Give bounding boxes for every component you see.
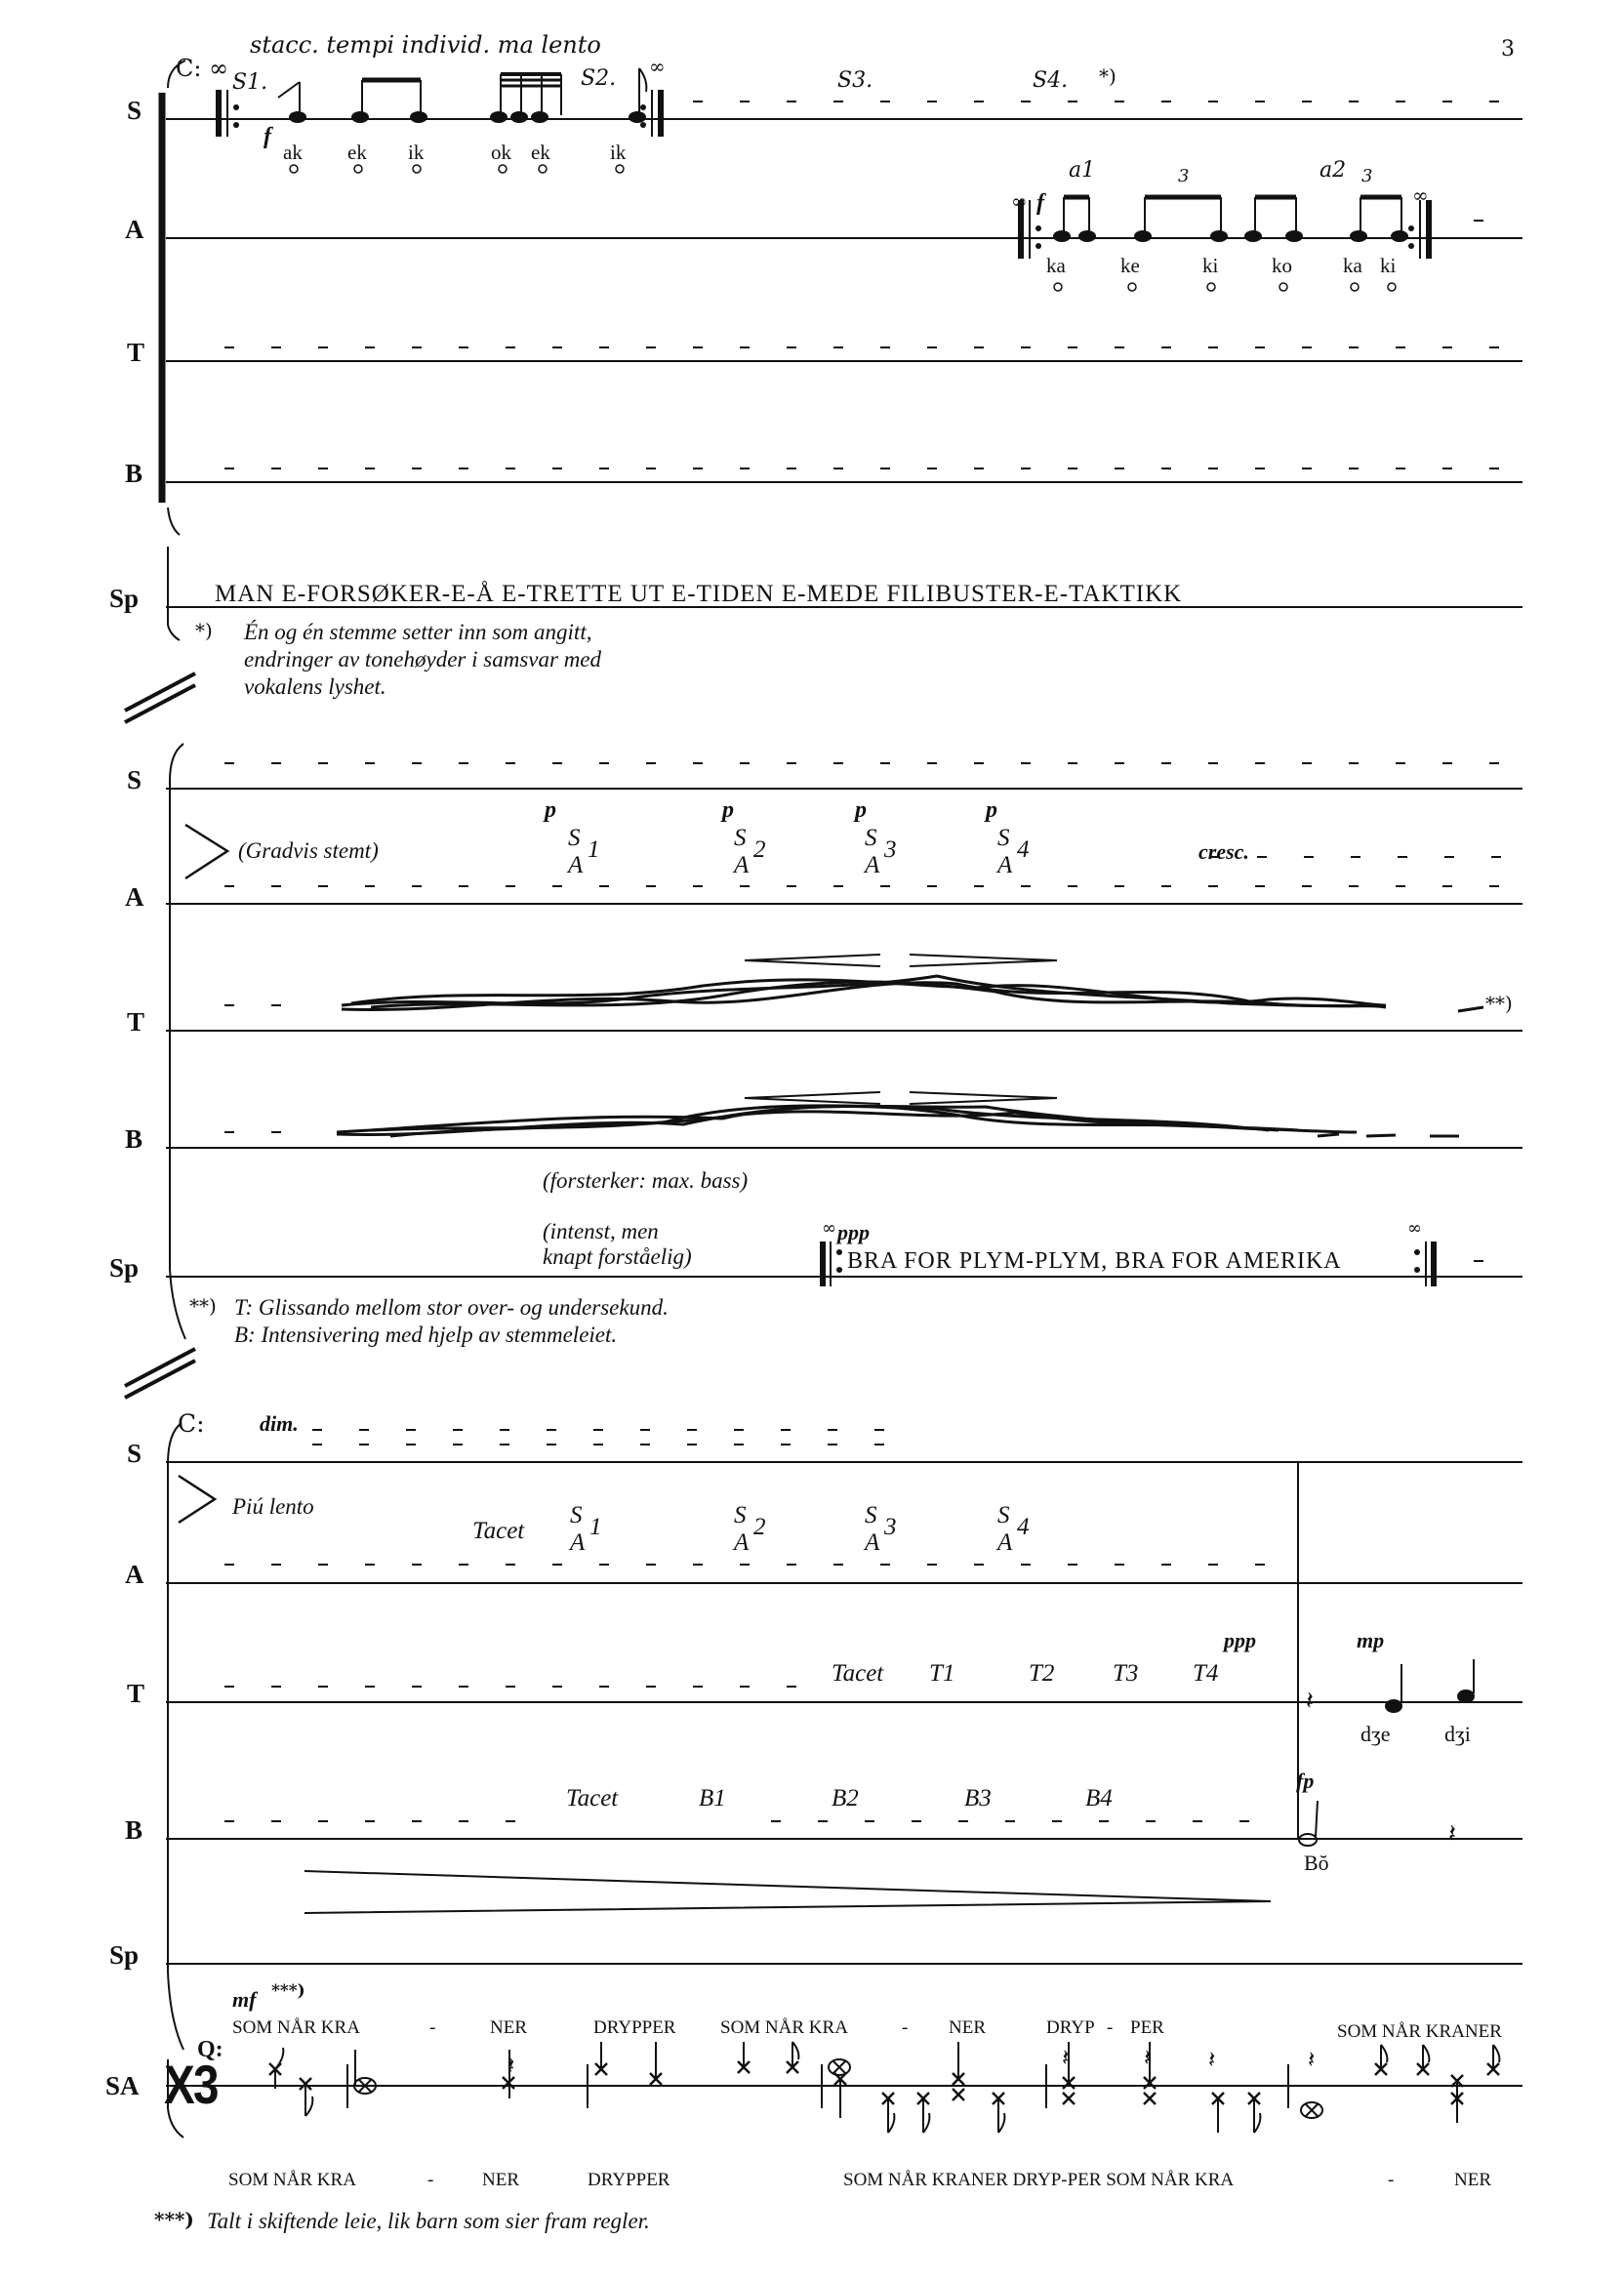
s3-tenor-dyn-mp: mp [1357, 1628, 1385, 1652]
s1-alto-fermata: ∞ [1011, 189, 1028, 213]
sa-upper-l3: DRYPPER [593, 2017, 676, 2038]
s1-alto-syl-ki2: ki [1380, 254, 1397, 277]
s1-alto-group-a1: a1 [1069, 158, 1096, 183]
s3-alto-e2-top: S [734, 1502, 747, 1528]
s3-alto-tacet: Tacet [472, 1518, 525, 1544]
s1-alto-syl-ka2: ka [1343, 254, 1362, 277]
s3-alto-e1-bottom: A [570, 1529, 586, 1556]
s2-entry3-dyn: p [855, 797, 867, 823]
s3-bass-rest: 𝄽 [1448, 1819, 1456, 1849]
s1-footnote-line-3: vokalens lyshet. [244, 674, 386, 699]
s1-alto-dynamic: f [1036, 190, 1044, 216]
s1-clef-mark: C: ∞ [176, 55, 229, 82]
s1-entry-s1: S1. [232, 70, 268, 95]
sa-upper-l0: SOM NÅR KRA [232, 2017, 360, 2038]
sa-upper-l7: DRYP [1046, 2017, 1095, 2038]
s3-alto-e2-bottom: A [734, 1529, 750, 1556]
sa-rest-5: 𝄽 [1308, 2046, 1316, 2073]
s3-brace [168, 1423, 183, 2050]
s1-alto-group-a2: a2 [1320, 158, 1347, 183]
s3-label-T: T [127, 1679, 145, 1708]
sa-upper-l8: - [1107, 2017, 1114, 2038]
bass-glissando [337, 1106, 1357, 1136]
sa-upper-l2: NER [490, 2017, 527, 2038]
s3-bass-b2: B2 [832, 1785, 859, 1812]
s3-footnote-mark: ***) [154, 2208, 194, 2231]
s3-clef-mark: C: [178, 1409, 205, 1438]
s3-tenor-t1: T1 [929, 1660, 955, 1687]
s3-sa-footnote-ref: ***) [271, 1981, 305, 2001]
s1-label-B: B [125, 459, 143, 488]
s1-entry-s4: S4. [1033, 68, 1069, 93]
s1-label-A: A [125, 215, 144, 244]
s3-label-B: B [125, 1815, 143, 1845]
s2-bass-note: (forsterker: max. bass) [543, 1168, 749, 1193]
s1-label-S: S [127, 96, 142, 125]
s3-sa-multiplier: X3 [164, 2054, 218, 2115]
s2-entry2-num: 2 [753, 836, 766, 863]
s1-soprano-dynamic: f [264, 124, 271, 149]
s3-bass-tacet: Tacet [566, 1785, 619, 1812]
s1-sp-brace [168, 547, 180, 640]
sa-upper-l6: NER [949, 2017, 986, 2038]
tenor-glissando [342, 976, 1386, 1009]
s1-footnote-line-2: endringer av tonehøyder i samsvar med [244, 647, 602, 672]
s3-sa-dynamic: mf [232, 1987, 257, 2012]
s1-speaker-text: MAN E-FORSØKER-E-Å E-TRETTE UT E-TIDEN E-MEDE FILIBUSTER-E-TAKTIKK [215, 581, 1183, 607]
s2-label-A: A [125, 882, 144, 912]
s3-alto-e4-top: S [997, 1502, 1010, 1528]
s1-label-Sp: Sp [109, 584, 140, 613]
s3-bass-dyn-fp: fp [1296, 1769, 1315, 1793]
s3-tenor-t4: T4 [1193, 1660, 1219, 1687]
s2-footnote-mark: **) [189, 1294, 217, 1318]
s3-bass-b1: B1 [699, 1785, 726, 1812]
sa-lower-l4: SOM NÅR KRANER DRYP-PER SOM NÅR KRA [843, 2170, 1235, 2190]
s1-alto-syl-ki: ki [1202, 254, 1219, 277]
s1-alto-tuplet-2: 3 [1361, 166, 1373, 186]
sa-rest-3: 𝄽 [1144, 2044, 1152, 2071]
s3-alto-e4-bottom: A [997, 1529, 1013, 1556]
s1-syl-ik: ik [408, 141, 425, 164]
s3-alto-e3-top: S [865, 1502, 877, 1528]
s1-alto-tuplet: 3 [1178, 166, 1190, 186]
s3-bass-b4: B4 [1085, 1785, 1113, 1812]
s3-alto-e1-num: 1 [589, 1514, 602, 1540]
s2-entry1-num: 1 [588, 836, 600, 863]
s2-cresc: cresc. [1198, 839, 1249, 864]
s2-label-S: S [127, 765, 142, 794]
s3-tenor-syl-dze: dʒe [1360, 1722, 1391, 1746]
s2-speaker-text: BRA FOR PLYM-PLYM, BRA FOR AMERIKA [847, 1248, 1342, 1274]
s3-alto-e2-num: 2 [753, 1514, 766, 1540]
sa-rest-4: 𝄽 [1208, 2046, 1216, 2073]
s1-entry-s3: S3. [837, 68, 873, 93]
sa-lower-l0: SOM NÅR KRA [228, 2170, 356, 2190]
sa-lower-l1: - [427, 2170, 434, 2190]
s1-syl-ak: ak [283, 141, 303, 164]
s2-entry4-num: 4 [1017, 836, 1030, 863]
s1-bracket-bottom [168, 508, 180, 535]
s1-label-T: T [127, 338, 145, 367]
s3-alto-e3-bottom: A [865, 1529, 880, 1556]
s3-alto-direction: Piú lento [232, 1494, 314, 1519]
s2-tenor-footnote-ref: **) [1485, 992, 1513, 1015]
s3-bass-syl: Bŏ [1304, 1851, 1329, 1875]
s3-tenor-syl-dzi: dʒi [1444, 1722, 1471, 1746]
s2-entry3-num: 3 [884, 836, 897, 863]
s1-entry-s2: S2. [581, 66, 617, 91]
s1-syl-ok: ok [491, 141, 511, 164]
page-number: 3 [1501, 37, 1515, 61]
s2-entry1-top: S [568, 825, 581, 851]
sa-upper-l10: SOM NÅR KRANER [1337, 2021, 1502, 2042]
s3-tenor-tacet: Tacet [832, 1660, 884, 1687]
s3-alto-e4-num: 4 [1017, 1514, 1030, 1540]
s2-speaker-direction-1: (intenst, men [543, 1219, 659, 1243]
sa-rest-2: 𝄽 [1062, 2044, 1070, 2071]
s2-footnote-line-2: B: Intensivering med hjelp av stemmeleiet. [234, 1323, 618, 1347]
sa-upper-l5: - [902, 2017, 909, 2038]
s1-syl-ek2: ek [531, 141, 550, 164]
s3-dim: dim. [260, 1411, 299, 1436]
s3-tenor-rest: 𝄽 [1306, 1687, 1314, 1716]
s1-syl-ek: ek [347, 141, 367, 164]
s2-entry4-bottom: A [997, 852, 1013, 878]
sa-lower-l6: NER [1454, 2170, 1491, 2190]
sa-upper-l4: SOM NÅR KRA [720, 2017, 848, 2038]
s2-entry2-dyn: p [722, 797, 734, 823]
s3-label-S: S [127, 1439, 142, 1468]
s2-entry4-dyn: p [986, 797, 997, 823]
s2-entry2-top: S [734, 825, 747, 851]
s3-label-SA: SA [105, 2071, 140, 2100]
s1-alto-syl-ko: ko [1272, 254, 1292, 277]
s1-footnote-line-1: Én og én stemme setter inn som angitt, [244, 620, 592, 644]
s2-entry3-top: S [865, 825, 877, 851]
sa-lower-l5: - [1388, 2170, 1395, 2190]
s2-speaker-dynamic: ppp [837, 1220, 870, 1244]
s1-footnote-ref: *) [1099, 64, 1116, 88]
s2-entry3-bottom: A [865, 852, 880, 878]
s3-tenor-t2: T2 [1029, 1660, 1055, 1687]
s2-fermata-end: ∞ [1407, 1218, 1422, 1239]
s2-speaker-direction-2: knapt forståelig) [543, 1244, 692, 1269]
s3-alto-e3-num: 3 [884, 1514, 897, 1540]
s1-alto-fermata-end: ∞ [1412, 183, 1429, 207]
s2-entry1-dyn: p [545, 797, 556, 823]
s2-entry4-top: S [997, 825, 1010, 851]
s1-soprano-fermata: ∞ [649, 55, 666, 78]
s2-brace [170, 744, 185, 1339]
s2-fermata-start: ∞ [822, 1218, 836, 1239]
s3-label-A: A [125, 1560, 144, 1589]
sa-lower-l3: DRYPPER [588, 2170, 670, 2190]
s1-tempo: stacc. tempi individ. ma lento [250, 31, 601, 59]
s2-entry1-bottom: A [568, 852, 584, 878]
sa-upper-l1: - [429, 2017, 436, 2038]
s3-sa-q: Q: [197, 2037, 223, 2062]
s1-alto-syl-ka: ka [1046, 254, 1066, 277]
s3-footnote: Talt i skiftende leie, lik barn som sier fram regler. [207, 2209, 650, 2233]
sa-rest-1: 𝄽 [508, 2052, 515, 2079]
s2-direction: (Gradvis stemt) [238, 838, 379, 863]
s1-noteheads [233, 104, 1475, 1716]
s1-alto-syl-ke: ke [1120, 254, 1140, 277]
s3-tenor-t3: T3 [1113, 1660, 1139, 1687]
s2-label-T: T [127, 1007, 145, 1037]
sa-upper-l9: PER [1130, 2017, 1164, 2038]
s3-label-Sp: Sp [109, 1940, 140, 1970]
s2-label-Sp: Sp [109, 1253, 140, 1282]
s3-alto-e1-top: S [570, 1502, 583, 1528]
s1-footnote-mark: *) [195, 619, 213, 642]
s2-entry2-bottom: A [734, 852, 750, 878]
s2-label-B: B [125, 1124, 143, 1154]
s3-tenor-dyn-ppp: ppp [1224, 1628, 1256, 1652]
s1-syl-ik2: ik [610, 141, 627, 164]
sa-lower-l2: NER [482, 2170, 519, 2190]
s3-bass-b3: B3 [964, 1785, 992, 1812]
s2-footnote-line-1: T: Glissando mellom stor over- og undersekund. [234, 1295, 669, 1320]
